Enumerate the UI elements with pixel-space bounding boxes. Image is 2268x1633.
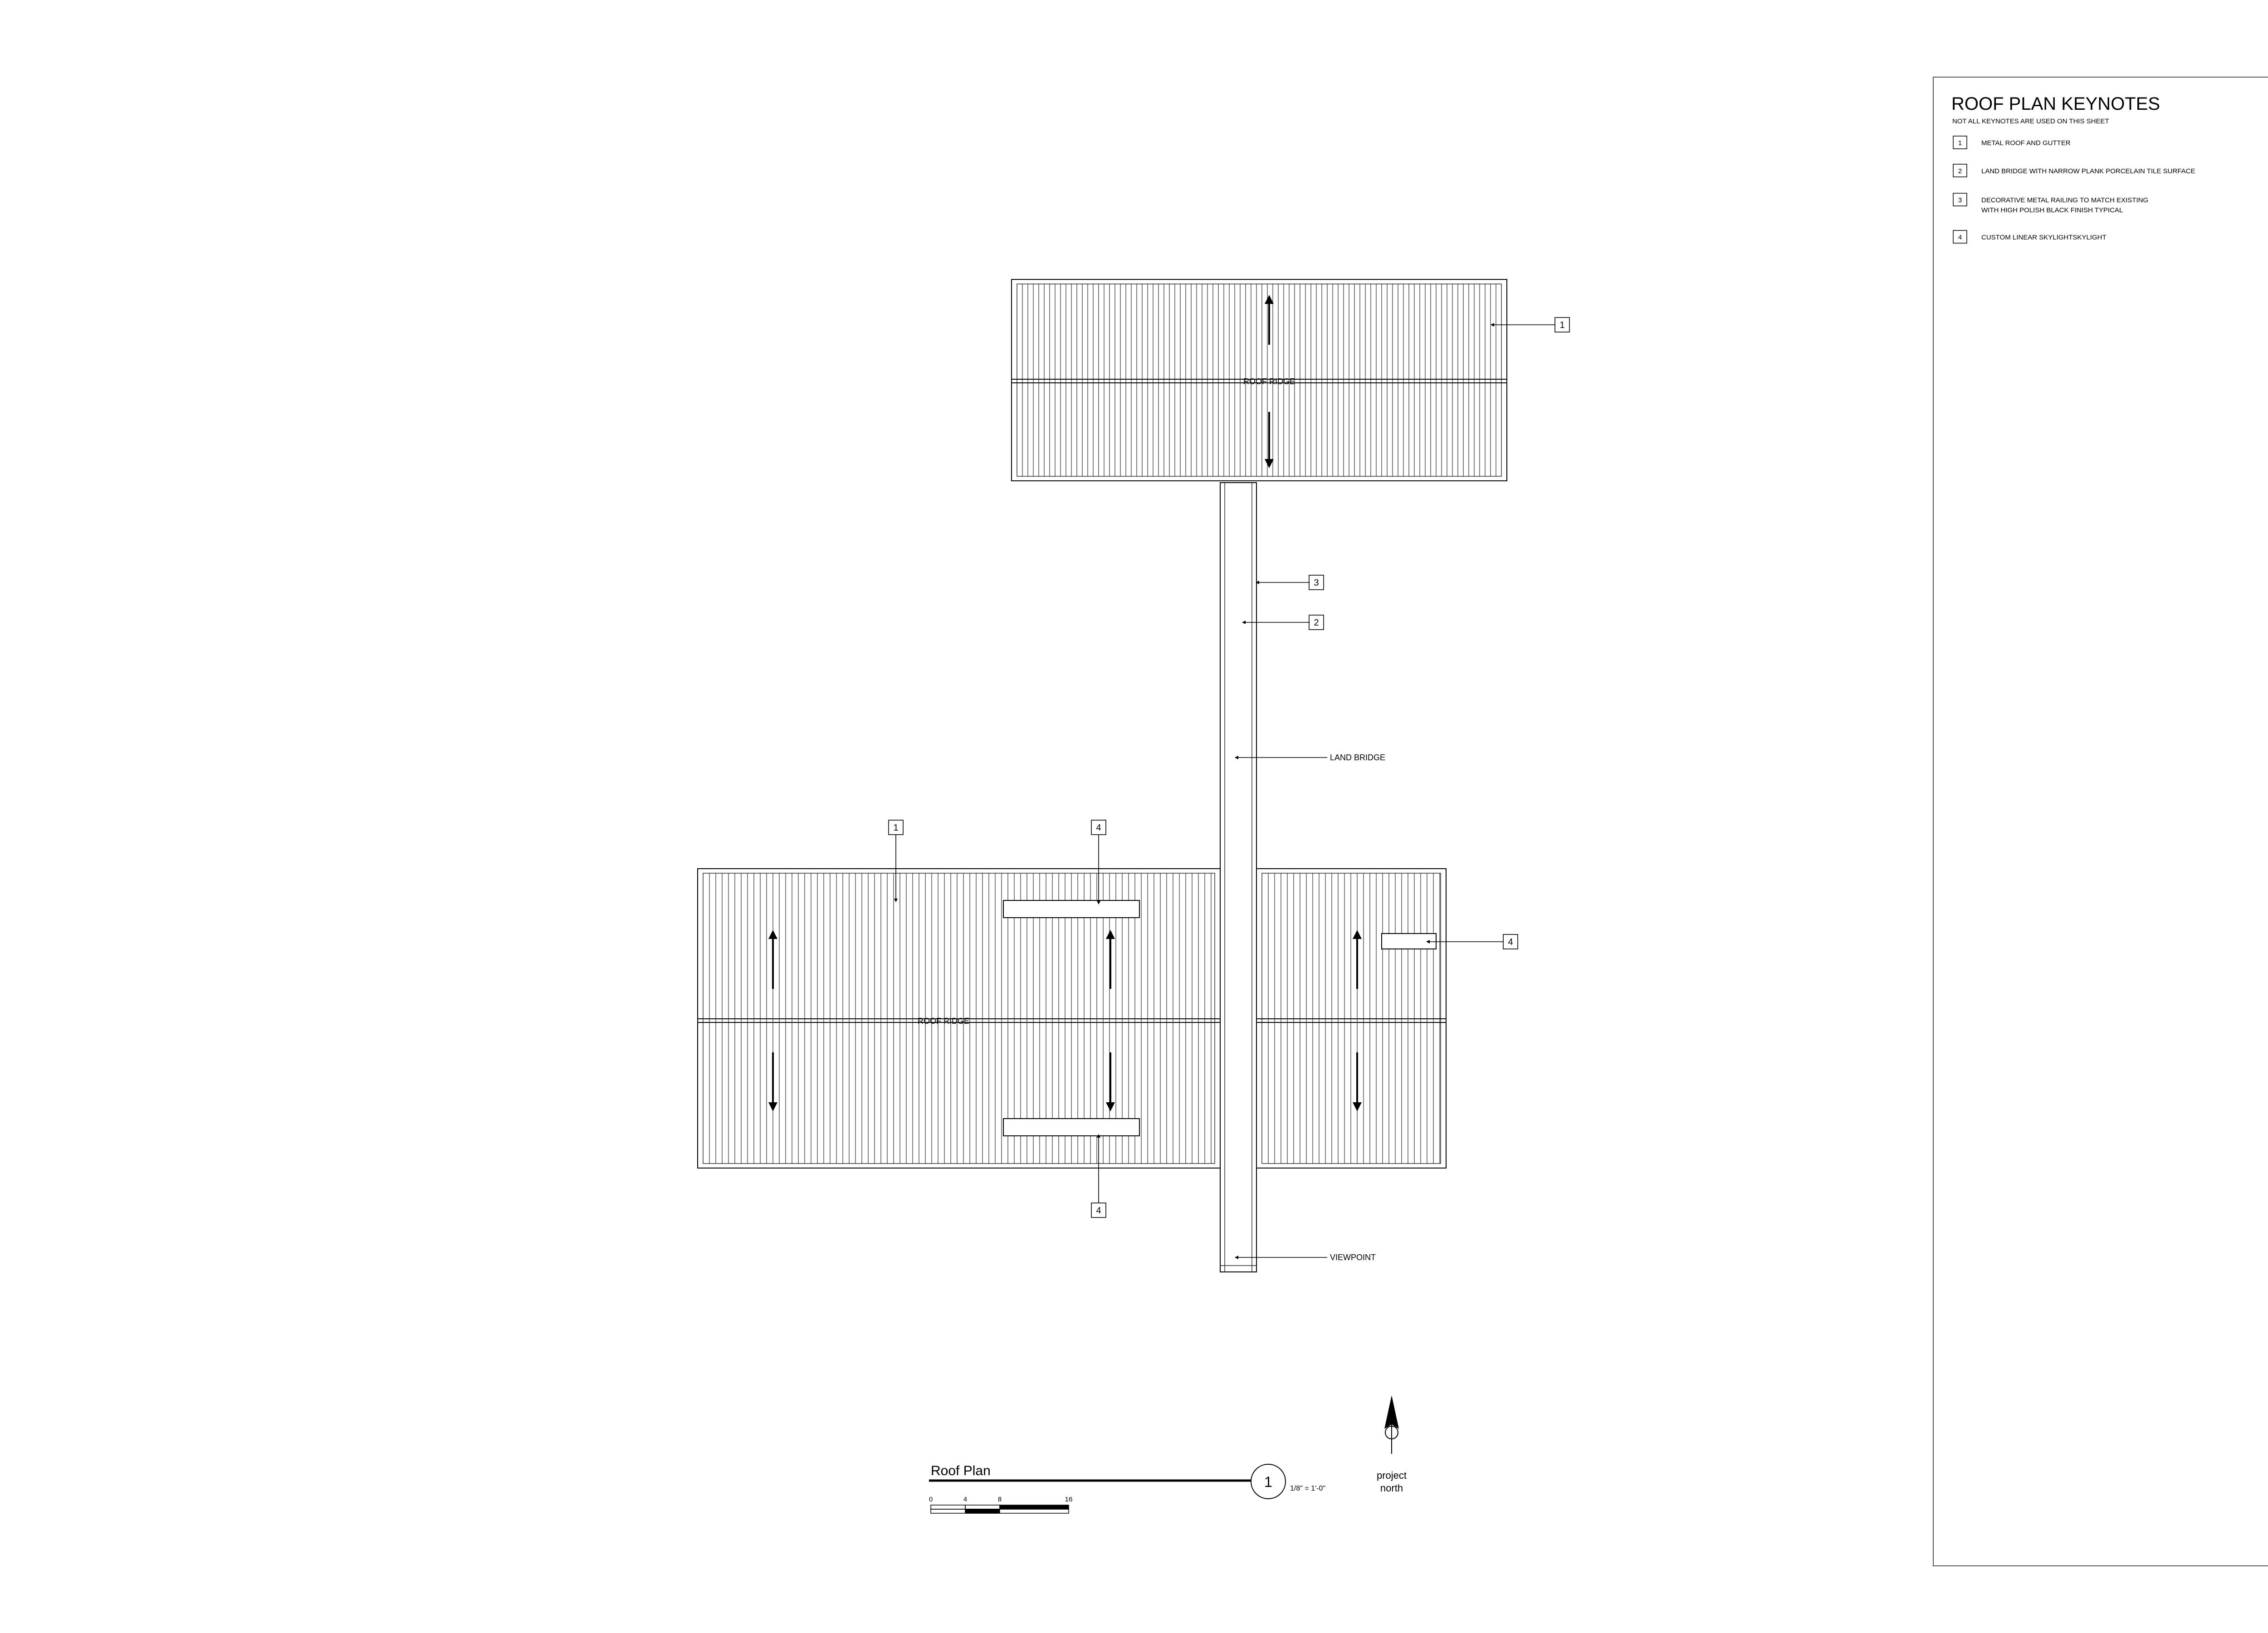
keynote-text: LAND BRIDGE WITH NARROW PLANK PORCELAIN TILE SURFACE <box>1981 167 2195 175</box>
view-scale: 1/8" = 1'-0" <box>1290 1485 1326 1492</box>
scale-bar-tick: 0 <box>929 1496 933 1503</box>
north-arrow-icon <box>1384 1395 1399 1454</box>
keynote-text: METAL ROOF AND GUTTER <box>1981 139 2071 147</box>
keynote-tag: 1 <box>1559 320 1565 330</box>
scale-bar-tick: 16 <box>1065 1496 1073 1503</box>
keynote-text: CUSTOM LINEAR SKYLIGHTSKYLIGHT <box>1981 234 2107 241</box>
roof-ridge-label: ROOF RIDGE <box>1243 377 1295 386</box>
view-title <box>929 1463 1325 1513</box>
keynote-number: 1 <box>1958 139 1962 147</box>
north-label: north <box>1380 1482 1403 1494</box>
keynote-tag: 4 <box>1096 1206 1101 1216</box>
roof-bottom-right <box>1256 869 1446 1168</box>
scale-bar-tick: 8 <box>997 1496 1002 1503</box>
scale-bar <box>931 1505 1069 1513</box>
skylight-upper <box>1003 900 1139 918</box>
keynote-number: 2 <box>1958 167 1962 175</box>
skylight-lower <box>1003 1119 1139 1136</box>
view-number: 1 <box>1264 1474 1272 1490</box>
skylight-right <box>1382 934 1436 949</box>
keynote-tag: 4 <box>1508 937 1513 947</box>
keynote-text: DECORATIVE METAL RAILING TO MATCH EXISTING <box>1981 196 2149 204</box>
keynote-panel <box>1933 77 2268 1566</box>
north-label: project <box>1376 1470 1407 1481</box>
land-bridge <box>1220 483 1256 1272</box>
keynote-text: WITH HIGH POLISH BLACK FINISH TYPICAL <box>1981 206 2123 214</box>
keynote-number: 4 <box>1958 234 1962 241</box>
scale-bar-tick: 4 <box>963 1496 968 1503</box>
land-bridge-label: LAND BRIDGE <box>1330 753 1386 762</box>
view-title-name: Roof Plan <box>931 1463 991 1478</box>
roof-ridge-label: ROOF RIDGE <box>917 1017 970 1026</box>
keynote-number: 3 <box>1958 196 1962 204</box>
keynotes-subtitle: NOT ALL KEYNOTES ARE USED ON THIS SHEET <box>1952 117 2109 125</box>
keynote-tag: 2 <box>1314 618 1319 628</box>
keynote-tag: 3 <box>1314 578 1319 588</box>
viewpoint-label: VIEWPOINT <box>1330 1253 1376 1262</box>
keynotes-title: ROOF PLAN KEYNOTES <box>1951 94 2160 114</box>
keynote-tag: 1 <box>893 823 899 833</box>
keynote-tag: 4 <box>1096 823 1101 833</box>
